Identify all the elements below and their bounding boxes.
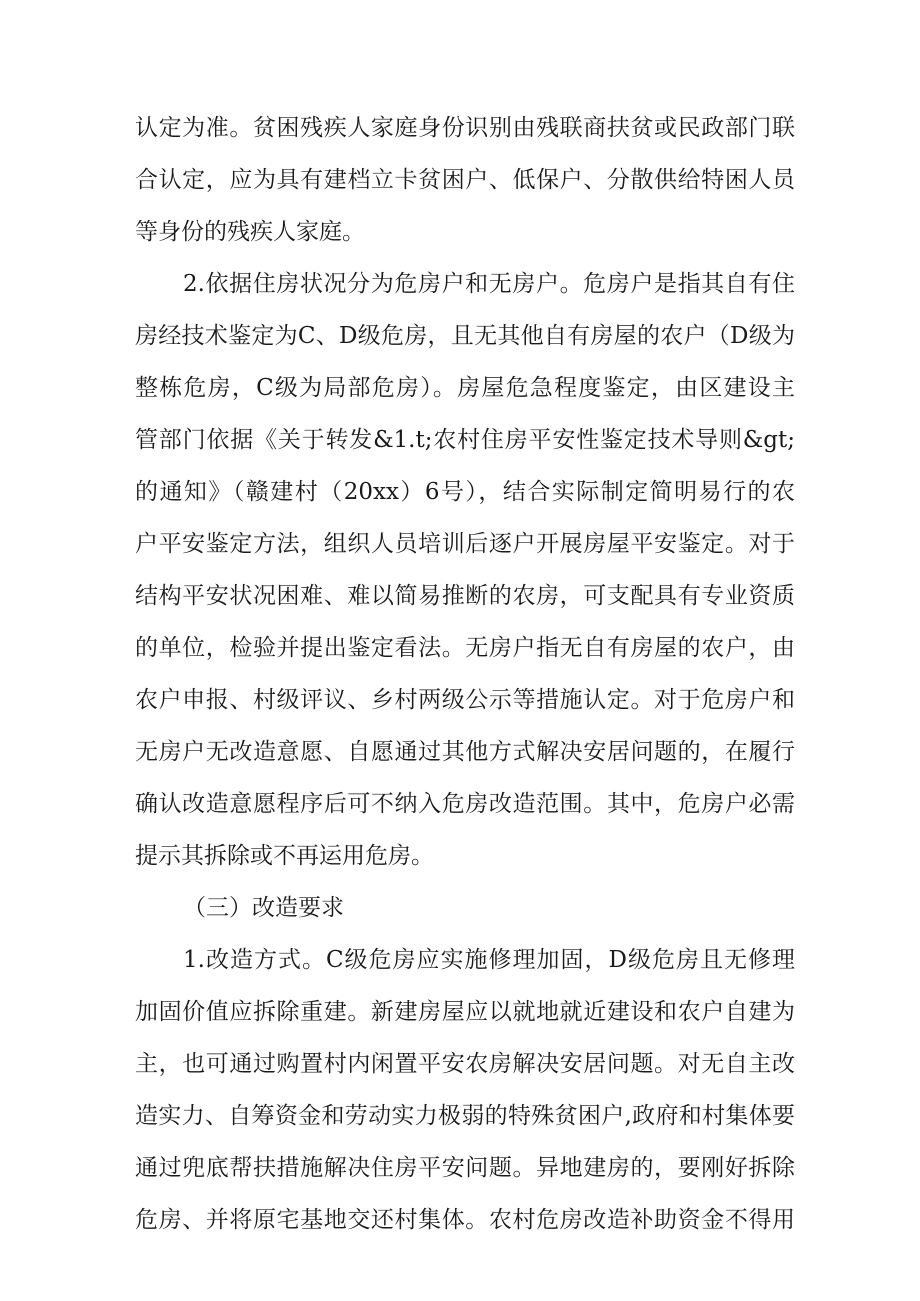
body-text-line: 管部门依据《关于转发&1.t;农村住房平安性鉴定技术导则&gt; bbox=[135, 427, 795, 453]
body-text-line: 认定为准。贫困残疾人家庭身份识别由残联商扶贫或民政部门联 bbox=[135, 115, 795, 141]
body-text-line: 户平安鉴定方法，组织人员培训后逐户开展房屋平安鉴定。对于 bbox=[135, 531, 795, 557]
body-text-line: 合认定，应为具有建档立卡贫困户、低保户、分散供给特困人员 bbox=[135, 167, 795, 193]
body-text-line: 的单位，检验并提出鉴定看法。无房户指无自有房屋的农户，由 bbox=[135, 635, 795, 661]
body-text-line: 的通知》（赣建村（20xx）6号），结合实际制定简明易行的农 bbox=[135, 479, 795, 505]
body-text-line: 提示其拆除或不再运用危房。 bbox=[135, 843, 434, 869]
body-text-line: 房经技术鉴定为C、D级危房，且无其他自有房屋的农户（D级为 bbox=[135, 323, 795, 349]
body-text-line: 结构平安状况困难、难以简易推断的农房，可支配具有专业资质 bbox=[135, 583, 795, 609]
body-text-line: 整栋危房，C级为局部危房）。房屋危急程度鉴定，由区建设主 bbox=[135, 375, 795, 401]
body-text-line: 确认改造意愿程序后可不纳入危房改造范围。其中，危房户必需 bbox=[135, 791, 795, 817]
body-text-line: 等身份的残疾人家庭。 bbox=[135, 219, 365, 245]
body-text-line: 危房、并将原宅基地交还村集体。农村危房改造补助资金不得用 bbox=[135, 1207, 795, 1233]
paragraph-start-line: 1.改造方式。C级危房应实施修理加固，D级危房且无修理 bbox=[183, 947, 795, 973]
paragraph-start-line: 2.依据住房状况分为危房户和无房户。危房户是指其自有住 bbox=[183, 271, 795, 297]
body-text-line: 通过兜底帮扶措施解决住房平安问题。异地建房的，要刚好拆除 bbox=[135, 1155, 795, 1181]
section-heading: （三）改造要求 bbox=[183, 895, 344, 921]
body-text-line: 农户申报、村级评议、乡村两级公示等措施认定。对于危房户和 bbox=[135, 687, 795, 713]
body-text-line: 加固价值应拆除重建。新建房屋应以就地就近建设和农户自建为 bbox=[135, 999, 795, 1025]
body-text-line: 造实力、自筹资金和劳动实力极弱的特殊贫困户,政府和村集体要 bbox=[135, 1103, 795, 1129]
body-text-line: 主，也可通过购置村内闲置平安农房解决安居问题。对无自主改 bbox=[135, 1051, 795, 1077]
body-text-line: 无房户无改造意愿、自愿通过其他方式解决安居问题的，在履行 bbox=[135, 739, 795, 765]
